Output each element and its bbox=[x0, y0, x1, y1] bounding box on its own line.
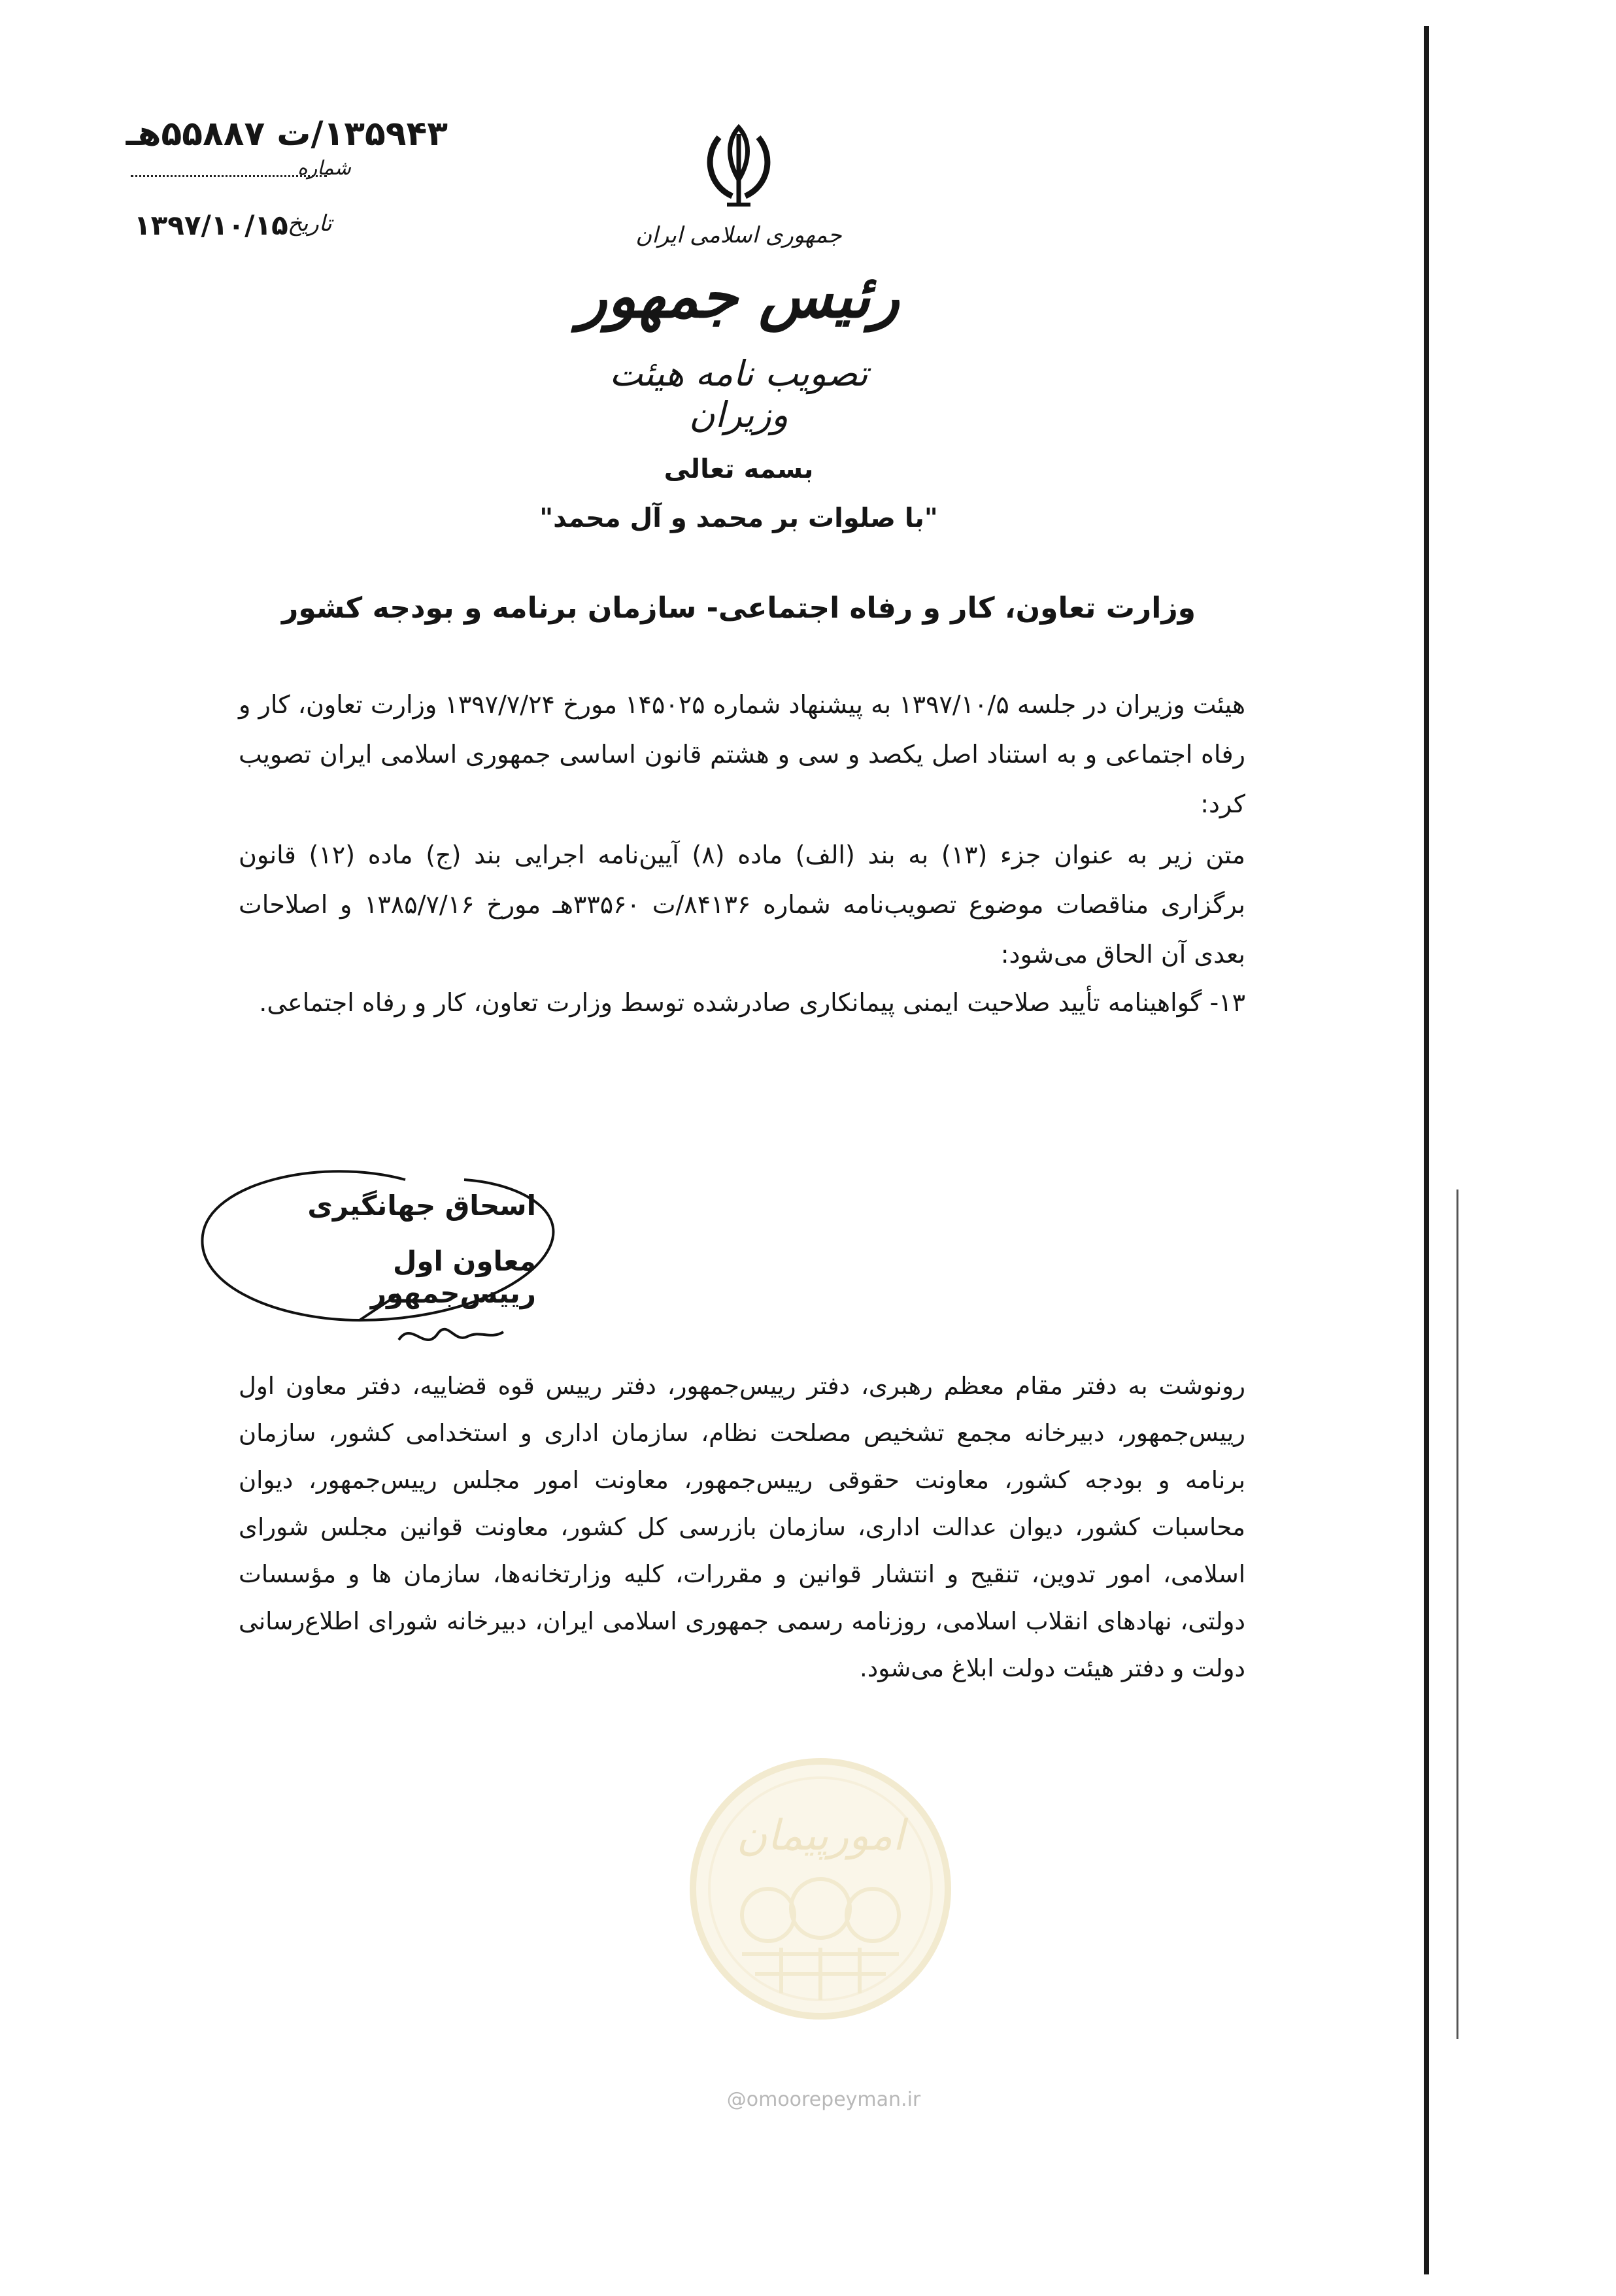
reference-date-label: تاریخ bbox=[288, 210, 332, 237]
page-margin-line bbox=[1424, 26, 1429, 2274]
body-paragraph-3: ۱۳- گواهینامه تأیید صلاحیت ایمنی پیمانکاری صادرشده توسط وزارت تعاون، کار و رفاه اجتماعی. bbox=[259, 988, 1245, 1017]
letterhead-president: رئیس جمهور bbox=[578, 261, 900, 331]
letterhead-country: جمهوری اسلامی ایران bbox=[635, 222, 842, 248]
omoorepeyman-watermark-logo bbox=[683, 1752, 958, 2026]
addressee-heading: وزارت تعاون، کار و رفاه اجتماعی- سازمان برنامه و بودجه کشور bbox=[281, 591, 1196, 625]
signatory-name: اسحاق جهانگیری bbox=[307, 1190, 536, 1222]
handwritten-signature bbox=[392, 1307, 510, 1359]
body-paragraph-2: متن زیر به عنوان جزء (۱۳) به بند (الف) ماده (۸) آیین‌نامه اجرایی بند (ج) ماده (۱۲) قانون برگزاری مناقصات موضوع تصویب‌نامه شماره ۸۴۱۳۶/ت ۳۳۵۶۰هـ مورخ ۱۳۸۵/۷/۱۶ و اصلاحات بعدی آن الحاق می‌شود: bbox=[239, 840, 1246, 969]
page-margin-line-secondary bbox=[1456, 1190, 1458, 2039]
letterhead-subtitle: تصویب نامه هیئت وزیران bbox=[609, 353, 868, 435]
bismillah-heading: بسمه تعالی bbox=[664, 454, 814, 484]
reference-dotted-line bbox=[131, 175, 327, 177]
reference-number: ۱۳۵۹۴۳/ت ۵۵۸۸۷هـ bbox=[126, 114, 448, 154]
watermark-url: @omoorepeyman.ir bbox=[726, 2088, 921, 2111]
iran-emblem-icon bbox=[693, 121, 784, 212]
signatory-title: معاون اول رییس‌جمهور bbox=[370, 1245, 536, 1309]
svg-text:امورپیمان: امورپیمان bbox=[736, 1812, 905, 1860]
salawat-heading: "با صلوات بر محمد و آل محمد" bbox=[539, 503, 938, 533]
reference-date: ۱۳۹۷/۱۰/۱۵ bbox=[134, 209, 288, 241]
cc-distribution-list: رونوشت به دفتر مقام معظم رهبری، دفتر رییس‌جمهور، دفتر رییس قوه قضاییه، دفتر معاون اول رییس‌جمهور، دبیرخانه مجمع تشخیص مصلحت نظام، سازمان اداری و استخدامی کشور، سازمان برنامه و بودجه کشور، معاونت حقوقی رییس‌جمهور، معاونت امور مجلس رییس‌جمهور، دیوان محاسبات کشور، دیوان عدالت اداری، سازمان بازرسی کل کشور، معاونت قوانین مجلس شورای اسلامی، امور تدوین، تنقیح و انتشار قوانین و مقررات، کلیه وزارتخانه‌ها، سازمان ها و مؤسسات دولتی، نهادهای انقلاب اسلامی، روزنامه رسمی جمهوری اسلامی ایران، دبیرخانه شورای اطلاع‌رسانی دولت و دفتر هیئت دولت ابلاغ می‌شود. bbox=[239, 1372, 1245, 1682]
body-paragraph-1: هیئت وزیران در جلسه ۱۳۹۷/۱۰/۵ به پیشنهاد شماره ۱۴۵۰۲۵ مورخ ۱۳۹۷/۷/۲۴ وزارت تعاون، کار و رفاه اجتماعی و به استناد اصل یکصد و سی و هشتم قانون اساسی جمهوری اسلامی ایران تصویب کرد: bbox=[239, 690, 1245, 818]
reference-number-label: شماره bbox=[297, 157, 351, 180]
